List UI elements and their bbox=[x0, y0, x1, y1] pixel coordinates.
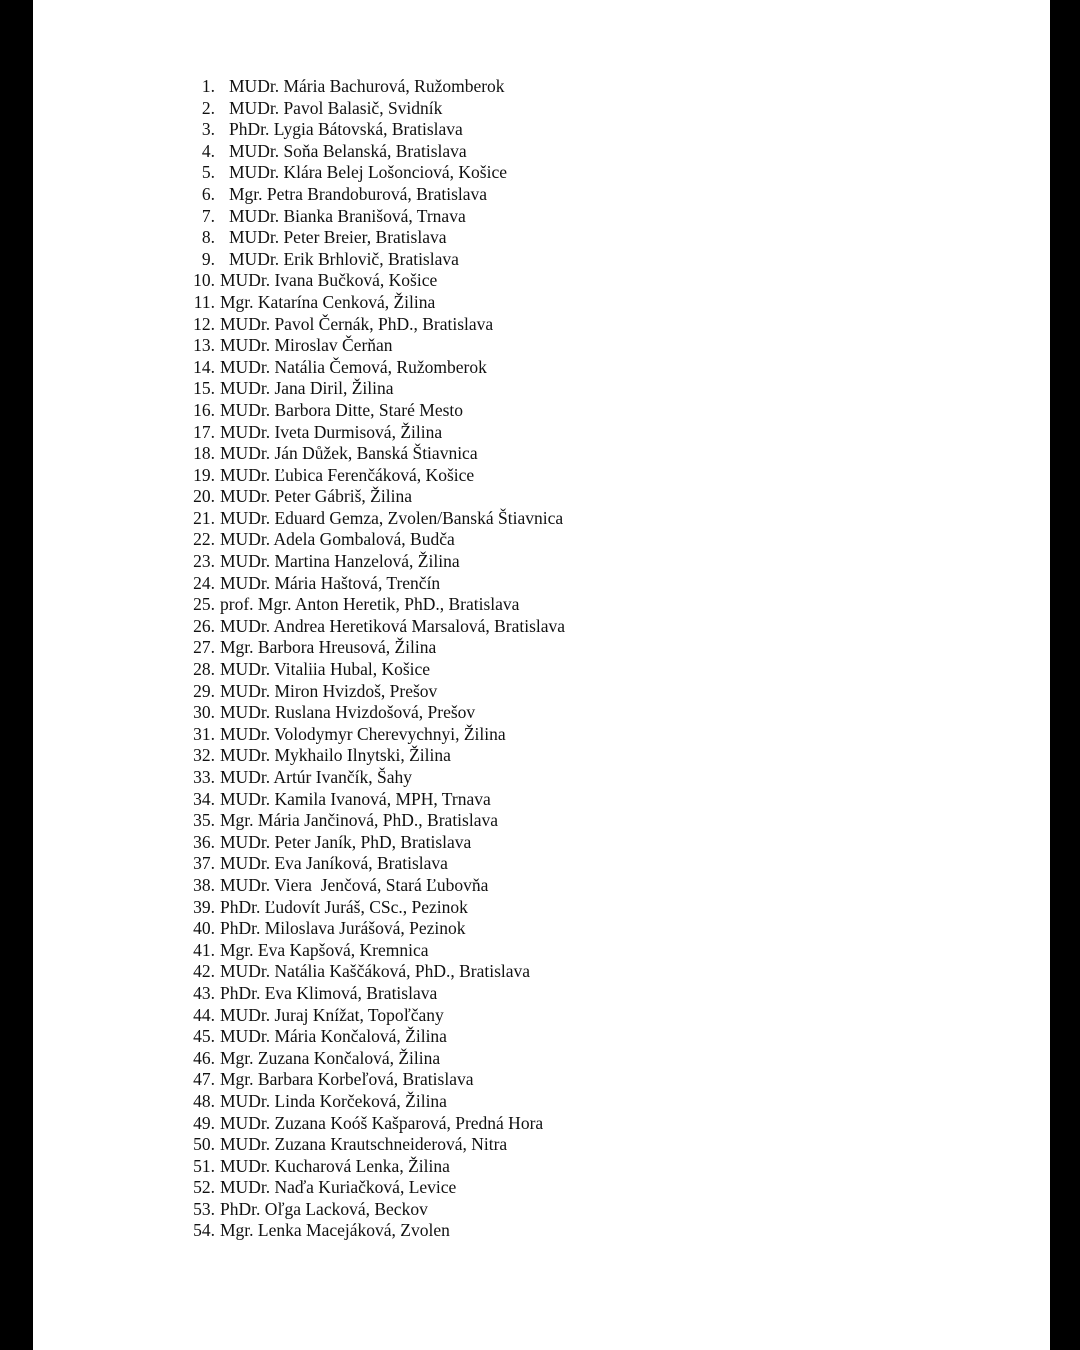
list-item-number: 45. bbox=[193, 1026, 215, 1047]
list-item-number: 43. bbox=[193, 982, 215, 1003]
list-item-text: MUDr. Kamila Ivanová, MPH, Trnava bbox=[220, 788, 491, 809]
list-item-text: MUDr. Mária Končalová, Žilina bbox=[220, 1026, 447, 1047]
list-item bbox=[183, 162, 565, 184]
list-item-number: 53. bbox=[193, 1198, 215, 1219]
list-item-number: 38. bbox=[193, 874, 215, 895]
list-item-text: MUDr. Jana Diril, Žilina bbox=[220, 378, 394, 399]
list-item-number: 33. bbox=[193, 767, 215, 787]
list-item-number: 52. bbox=[193, 1177, 215, 1198]
list-item-number: 25. bbox=[193, 594, 215, 615]
list-item bbox=[183, 1134, 565, 1156]
list-item-number: 28. bbox=[193, 659, 215, 680]
list-item-text: MUDr. Ľubica Ferenčáková, Košice bbox=[220, 464, 475, 485]
list-item-number: 17. bbox=[193, 421, 215, 442]
list-item-text: Mgr. Barbora Hreusová, Žilina bbox=[220, 637, 437, 658]
list-item-number: 12. bbox=[193, 313, 215, 334]
document-page bbox=[33, 0, 1050, 1350]
list-item bbox=[183, 1048, 565, 1070]
list-item bbox=[183, 76, 565, 98]
list-item bbox=[183, 918, 565, 940]
list-item-text: MUDr. Viera Jenčová, Stará Ľubovňa bbox=[220, 874, 489, 895]
list-item bbox=[183, 486, 565, 508]
list-item-number: 27. bbox=[193, 637, 215, 658]
list-item-number: 23. bbox=[193, 551, 215, 572]
list-item bbox=[183, 400, 565, 422]
list-item bbox=[183, 335, 565, 357]
list-item-text: MUDr. Barbora Ditte, Staré Mesto bbox=[220, 399, 464, 420]
list-item-number: 47. bbox=[193, 1069, 215, 1090]
list-item-text: MUDr. Eva Janíková, Bratislava bbox=[220, 853, 448, 874]
list-item-number: 41. bbox=[193, 939, 215, 960]
list-item bbox=[183, 357, 565, 379]
list-item-text: MUDr. Peter Janík, PhD, Bratislava bbox=[220, 831, 472, 852]
list-item bbox=[183, 227, 565, 249]
list-item-number: 2. bbox=[201, 97, 215, 118]
list-item-number: 14. bbox=[193, 356, 215, 377]
list-item-text: MUDr. Adela Gombalová, Budča bbox=[220, 529, 455, 550]
list-item-text: MUDr. Eduard Gemza, Zvolen/Banská Štiavnica bbox=[220, 507, 564, 528]
list-item bbox=[183, 573, 565, 595]
list-item-text: MUDr. Pavol Balasič, Svidník bbox=[229, 97, 443, 118]
list-item bbox=[183, 983, 565, 1005]
list-item bbox=[183, 141, 565, 163]
list-item-number: 37. bbox=[193, 853, 215, 874]
list-item-text: PhDr. Miloslava Jurášová, Pezinok bbox=[220, 918, 466, 939]
list-item-number: 6. bbox=[201, 183, 215, 204]
list-item-number: 26. bbox=[193, 615, 215, 636]
list-item-text: MUDr. Andrea Heretiková Marsalová, Bratislava bbox=[220, 615, 566, 636]
list-item-number: 29. bbox=[193, 680, 215, 701]
list-item-text: MUDr. Peter Breier, Bratislava bbox=[229, 227, 447, 248]
list-item-number: 3. bbox=[201, 119, 215, 140]
list-item-number: 20. bbox=[193, 486, 215, 507]
list-item bbox=[183, 724, 565, 746]
list-item-number: 30. bbox=[193, 702, 215, 723]
list-item-text: MUDr. Ján Důžek, Banská Štiavnica bbox=[220, 443, 478, 464]
list-item-text: Mgr. Katarína Cenková, Žilina bbox=[220, 291, 436, 312]
list-item bbox=[183, 1113, 565, 1135]
list-item-number: 49. bbox=[193, 1112, 215, 1133]
list-item-text: MUDr. Mária Haštová, Trenčín bbox=[220, 572, 441, 593]
list-item-number: 19. bbox=[193, 464, 215, 485]
list-item bbox=[183, 1220, 565, 1242]
list-item-text: Mgr. Mária Jančinová, PhD., Bratislava bbox=[220, 810, 499, 831]
list-item-text: MUDr. Volodymyr Cherevychnyi, Žilina bbox=[220, 723, 506, 744]
list-item bbox=[183, 961, 565, 983]
list-item bbox=[183, 1156, 565, 1178]
list-item-number: 22. bbox=[193, 529, 215, 550]
list-item-number: 5. bbox=[201, 162, 215, 183]
list-item bbox=[183, 810, 565, 832]
list-item-number: 48. bbox=[193, 1090, 215, 1111]
list-item-text: MUDr. Mykhailo Ilnytski, Žilina bbox=[220, 745, 451, 766]
list-item-text: MUDr. Mária Bachurová, Ružomberok bbox=[229, 76, 505, 96]
list-item bbox=[183, 1069, 565, 1091]
list-item bbox=[183, 1005, 565, 1027]
list-item bbox=[183, 745, 565, 767]
list-item bbox=[183, 551, 565, 573]
list-item-number: 4. bbox=[201, 140, 215, 161]
list-item-text: Mgr. Eva Kapšová, Kremnica bbox=[220, 939, 429, 960]
list-item-text: prof. Mgr. Anton Heretik, PhD., Bratislava bbox=[220, 594, 520, 615]
list-item-text: MUDr. Artúr Ivančík, Šahy bbox=[220, 767, 412, 787]
list-item bbox=[183, 637, 565, 659]
list-item-text: Mgr. Barbara Korbeľová, Bratislava bbox=[220, 1069, 474, 1090]
list-item bbox=[183, 465, 565, 487]
list-item-number: 8. bbox=[201, 227, 215, 248]
list-item-text: MUDr. Kucharová Lenka, Žilina bbox=[220, 1155, 450, 1176]
list-item-text: Mgr. Petra Brandoburová, Bratislava bbox=[229, 183, 488, 204]
list-item-number: 42. bbox=[193, 961, 215, 982]
list-item-text: Mgr. Zuzana Končalová, Žilina bbox=[220, 1047, 441, 1068]
list-item-text: PhDr. Ľudovít Juráš, CSc., Pezinok bbox=[220, 896, 468, 917]
list-item-number: 13. bbox=[193, 335, 215, 356]
list-item bbox=[183, 529, 565, 551]
list-item-text: MUDr. Pavol Černák, PhD., Bratislava bbox=[220, 313, 494, 334]
list-item-number: 54. bbox=[193, 1220, 215, 1241]
list-item-text: MUDr. Ivana Bučková, Košice bbox=[220, 270, 438, 291]
list-item bbox=[183, 875, 565, 897]
list-item-text: MUDr. Bianka Branišová, Trnava bbox=[229, 205, 466, 226]
list-item-number: 16. bbox=[193, 399, 215, 420]
list-item-number: 24. bbox=[193, 572, 215, 593]
list-item-number: 44. bbox=[193, 1004, 215, 1025]
list-item bbox=[183, 1199, 565, 1221]
list-item-text: MUDr. Ruslana Hvizdošová, Prešov bbox=[220, 702, 476, 723]
list-item-text: MUDr. Miroslav Čerňan bbox=[220, 335, 393, 356]
list-item bbox=[183, 789, 565, 811]
list-item bbox=[183, 206, 565, 228]
list-item-number: 34. bbox=[193, 788, 215, 809]
list-item bbox=[183, 659, 565, 681]
list-item bbox=[183, 616, 565, 638]
list-item-number: 35. bbox=[193, 810, 215, 831]
list-item-number: 31. bbox=[193, 723, 215, 744]
list-item-text: MUDr. Linda Korčeková, Žilina bbox=[220, 1090, 447, 1111]
list-item bbox=[183, 249, 565, 271]
list-item-number: 1. bbox=[201, 76, 215, 96]
list-item-number: 36. bbox=[193, 831, 215, 852]
list-item bbox=[183, 508, 565, 530]
list-item-number: 51. bbox=[193, 1155, 215, 1176]
list-item-text: MUDr. Peter Gábriš, Žilina bbox=[220, 486, 412, 507]
list-item bbox=[183, 314, 565, 336]
list-item bbox=[183, 1026, 565, 1048]
list-item-number: 7. bbox=[201, 205, 215, 226]
list-item-number: 32. bbox=[193, 745, 215, 766]
list-item-text: MUDr. Naďa Kuriačková, Levice bbox=[220, 1177, 457, 1198]
list-item bbox=[183, 378, 565, 400]
list-item bbox=[183, 292, 565, 314]
list-item bbox=[183, 702, 565, 724]
list-item bbox=[183, 184, 565, 206]
list-item-text: MUDr. Iveta Durmisová, Žilina bbox=[220, 421, 443, 442]
list-item bbox=[183, 832, 565, 854]
list-item bbox=[183, 1177, 565, 1199]
list-item-number: 46. bbox=[193, 1047, 215, 1068]
list-item bbox=[183, 98, 565, 120]
list-item-number: 39. bbox=[193, 896, 215, 917]
list-item bbox=[183, 119, 565, 141]
list-item-number: 21. bbox=[193, 507, 215, 528]
list-item-text: MUDr. Vitaliia Hubal, Košice bbox=[220, 659, 431, 680]
list-item bbox=[183, 767, 565, 789]
list-item-text: MUDr. Miron Hvizdoš, Prešov bbox=[220, 680, 438, 701]
list-item-number: 50. bbox=[193, 1134, 215, 1155]
list-item-number: 40. bbox=[193, 918, 215, 939]
list-item bbox=[183, 897, 565, 919]
list-item bbox=[183, 270, 565, 292]
list-item-text: MUDr. Klára Belej Lošonciová, Košice bbox=[229, 162, 507, 183]
list-item bbox=[183, 681, 565, 703]
list-item-text: MUDr. Erik Brhlovič, Bratislava bbox=[229, 248, 459, 269]
list-item-text: PhDr. Oľga Lacková, Beckov bbox=[220, 1198, 428, 1219]
name-list bbox=[183, 76, 565, 1242]
list-item-text: MUDr. Natália Čemová, Ružomberok bbox=[220, 356, 487, 377]
list-item bbox=[183, 1091, 565, 1113]
list-item-text: MUDr. Zuzana Krautschneiderová, Nitra bbox=[220, 1134, 508, 1155]
list-item bbox=[183, 422, 565, 444]
list-item bbox=[183, 594, 565, 616]
list-item-text: MUDr. Martina Hanzelová, Žilina bbox=[220, 551, 460, 572]
list-item-number: 9. bbox=[201, 248, 215, 269]
list-item-number: 11. bbox=[193, 291, 215, 312]
list-item bbox=[183, 940, 565, 962]
list-item-number: 15. bbox=[193, 378, 215, 399]
list-item-text: PhDr. Lygia Bátovská, Bratislava bbox=[229, 119, 463, 140]
list-item-number: 10. bbox=[193, 270, 215, 291]
list-item-text: MUDr. Zuzana Koóš Kašparová, Predná Hora bbox=[220, 1112, 544, 1133]
list-item-number: 18. bbox=[193, 443, 215, 464]
list-item-text: MUDr. Natália Kaščáková, PhD., Bratislava bbox=[220, 961, 531, 982]
list-item bbox=[183, 443, 565, 465]
list-item-text: MUDr. Juraj Knížat, Topoľčany bbox=[220, 1004, 444, 1025]
list-item-text: MUDr. Soňa Belanská, Bratislava bbox=[229, 140, 467, 161]
list-item-text: Mgr. Lenka Macejáková, Zvolen bbox=[220, 1220, 450, 1241]
list-item-text: PhDr. Eva Klimová, Bratislava bbox=[220, 982, 438, 1003]
list-item bbox=[183, 853, 565, 875]
